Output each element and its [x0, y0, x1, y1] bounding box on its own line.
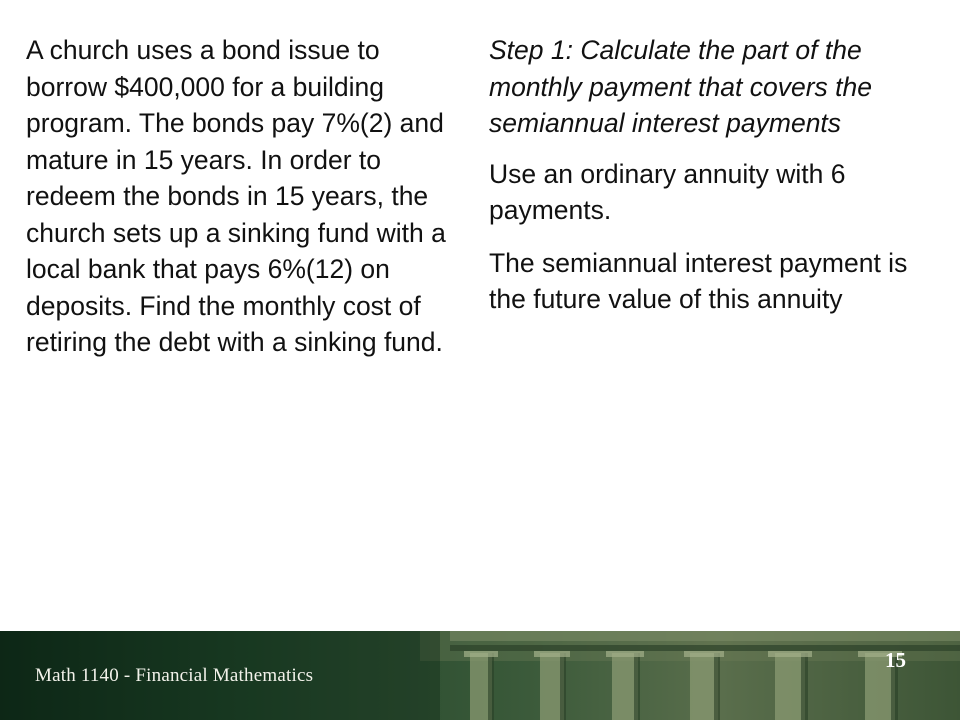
solution-column	[489, 32, 939, 334]
page-number: 15	[885, 648, 906, 672]
step-1-title: Step 1: Calculate the part of the monthly payment that covers the semiannual interest payments	[489, 35, 872, 138]
course-title: Math 1140 - Financial Mathematics	[35, 665, 314, 686]
solution-paragraph-2: The semiannual interest payment is the future value of this annuity	[489, 247, 908, 314]
solution-paragraph-1: Use an ordinary annuity with 6 payments.	[489, 158, 846, 225]
problem-statement: A church uses a bond issue to borrow $400,000 for a building program. The bonds pay 7%(2) and mature in 15 years. In order to redeem the bonds in 15 years, the church sets up a sinking fund with a local bank that pays 6%(12) on deposits. Find the monthly cost of retiring the debt with a sinking fund.	[26, 35, 446, 357]
